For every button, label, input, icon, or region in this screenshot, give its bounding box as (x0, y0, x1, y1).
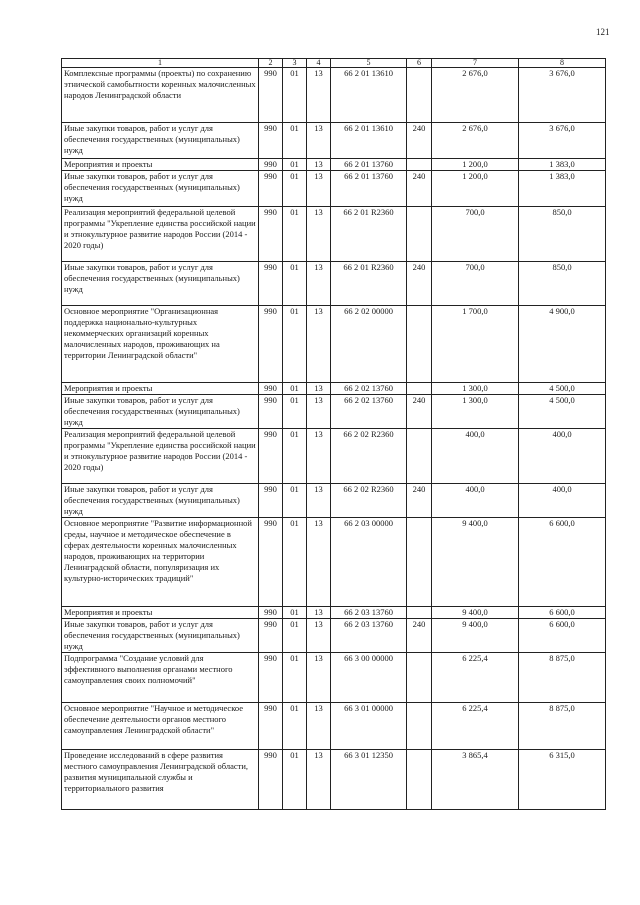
row-value-cell: 9 400,0 (432, 619, 519, 653)
row-value-cell: 01 (283, 123, 307, 159)
row-value-cell: 6 600,0 (519, 619, 606, 653)
row-value-cell: 2 676,0 (432, 68, 519, 123)
table-row (62, 703, 606, 750)
row-value-cell: 66 2 01 13610 (331, 123, 407, 159)
row-value-cell: 66 2 02 R2360 (331, 484, 407, 518)
row-value-cell: 66 2 01 R2360 (331, 207, 407, 262)
row-value-cell: 01 (283, 518, 307, 607)
row-value-cell: 990 (259, 653, 283, 703)
row-value-cell: 01 (283, 750, 307, 810)
column-header: 6 (407, 59, 432, 68)
row-value-cell (407, 159, 432, 171)
row-value-cell (407, 68, 432, 123)
row-value-cell: 6 600,0 (519, 518, 606, 607)
row-value-cell: 1 383,0 (519, 171, 606, 207)
row-value-cell: 13 (307, 207, 331, 262)
row-value-cell: 990 (259, 159, 283, 171)
table-row (62, 207, 606, 262)
row-value-cell: 66 2 03 13760 (331, 607, 407, 619)
row-value-cell: 13 (307, 607, 331, 619)
row-value-cell: 990 (259, 395, 283, 429)
row-value-cell: 400,0 (519, 484, 606, 518)
row-value-cell: 3 676,0 (519, 123, 606, 159)
table-row (62, 68, 606, 123)
row-value-cell: 01 (283, 159, 307, 171)
table-row (62, 429, 606, 484)
row-value-cell: 4 500,0 (519, 395, 606, 429)
row-value-cell (407, 207, 432, 262)
table-row (62, 607, 606, 619)
row-value-cell: 1 383,0 (519, 159, 606, 171)
row-value-cell: 01 (283, 262, 307, 306)
row-value-cell (407, 653, 432, 703)
row-value-cell: 13 (307, 429, 331, 484)
row-value-cell: 66 2 01 13760 (331, 159, 407, 171)
row-value-cell: 990 (259, 171, 283, 207)
row-value-cell: 1 300,0 (432, 395, 519, 429)
row-value-cell: 13 (307, 306, 331, 383)
row-value-cell: 66 2 03 13760 (331, 619, 407, 653)
row-value-cell: 990 (259, 518, 283, 607)
row-value-cell: 01 (283, 619, 307, 653)
row-value-cell: 240 (407, 484, 432, 518)
column-header: 3 (283, 59, 307, 68)
row-value-cell: 1 300,0 (432, 383, 519, 395)
row-value-cell: 990 (259, 207, 283, 262)
column-header: 8 (519, 59, 606, 68)
row-value-cell: 6 315,0 (519, 750, 606, 810)
row-value-cell: 990 (259, 383, 283, 395)
row-value-cell: 13 (307, 518, 331, 607)
row-value-cell: 01 (283, 207, 307, 262)
row-value-cell: 990 (259, 68, 283, 123)
row-value-cell: 1 200,0 (432, 159, 519, 171)
table-row (62, 306, 606, 383)
row-value-cell: 990 (259, 123, 283, 159)
row-value-cell: 01 (283, 171, 307, 207)
row-value-cell: 01 (283, 607, 307, 619)
row-value-cell: 13 (307, 68, 331, 123)
row-value-cell: 01 (283, 68, 307, 123)
row-name-cell: Проведение исследований в сфере развития местного самоуправления Ленинградской области, развития муниципальной службы и территориального развития (62, 750, 259, 810)
row-value-cell (407, 607, 432, 619)
row-value-cell: 3 676,0 (519, 68, 606, 123)
row-value-cell: 13 (307, 123, 331, 159)
row-value-cell (407, 750, 432, 810)
column-header: 7 (432, 59, 519, 68)
row-value-cell: 13 (307, 262, 331, 306)
row-value-cell: 01 (283, 653, 307, 703)
table-row (62, 484, 606, 518)
row-value-cell: 990 (259, 619, 283, 653)
row-value-cell: 13 (307, 703, 331, 750)
row-value-cell: 01 (283, 306, 307, 383)
row-value-cell: 6 600,0 (519, 607, 606, 619)
table-row (62, 262, 606, 306)
row-value-cell: 2 676,0 (432, 123, 519, 159)
table-row (62, 518, 606, 607)
row-value-cell: 66 2 02 R2360 (331, 429, 407, 484)
row-value-cell: 13 (307, 653, 331, 703)
table-row (62, 750, 606, 810)
row-value-cell: 9 400,0 (432, 607, 519, 619)
page-number: 121 (596, 27, 610, 37)
row-value-cell: 240 (407, 262, 432, 306)
row-name-cell: Основное мероприятие "Организационная поддержка национально-культурных некоммерческих организаций коренных малочисленных народов, проживающих на территории Ленинградской области" (62, 306, 259, 383)
row-value-cell: 01 (283, 703, 307, 750)
row-value-cell: 400,0 (432, 429, 519, 484)
row-value-cell: 400,0 (432, 484, 519, 518)
table-row (62, 159, 606, 171)
row-name-cell: Иные закупки товаров, работ и услуг для обеспечения государственных (муниципальных) нужд (62, 171, 259, 207)
row-name-cell: Иные закупки товаров, работ и услуг для обеспечения государственных (муниципальных) нужд (62, 484, 259, 518)
row-value-cell: 3 865,4 (432, 750, 519, 810)
row-value-cell: 400,0 (519, 429, 606, 484)
row-value-cell: 990 (259, 750, 283, 810)
table-row (62, 619, 606, 653)
row-value-cell: 01 (283, 395, 307, 429)
row-value-cell: 6 225,4 (432, 703, 519, 750)
row-value-cell: 850,0 (519, 207, 606, 262)
row-value-cell: 66 2 01 13760 (331, 171, 407, 207)
row-name-cell: Мероприятия и проекты (62, 607, 259, 619)
row-value-cell: 66 2 01 13610 (331, 68, 407, 123)
row-value-cell: 66 2 02 13760 (331, 395, 407, 429)
row-value-cell: 66 2 02 13760 (331, 383, 407, 395)
row-name-cell: Мероприятия и проекты (62, 159, 259, 171)
row-value-cell: 700,0 (432, 262, 519, 306)
row-value-cell: 13 (307, 619, 331, 653)
row-value-cell: 1 200,0 (432, 171, 519, 207)
row-name-cell: Комплексные программы (проекты) по сохранению этнической самобытности коренных малочисленных народов Ленинградской области (62, 68, 259, 123)
row-name-cell: Реализация мероприятий федеральной целевой программы "Укрепление единства российской нации и этнокультурное развитие народов России (2014 - 2020 годы) (62, 207, 259, 262)
row-value-cell: 13 (307, 171, 331, 207)
row-value-cell: 13 (307, 750, 331, 810)
row-value-cell: 4 900,0 (519, 306, 606, 383)
row-value-cell (407, 703, 432, 750)
table-row (62, 123, 606, 159)
row-value-cell (407, 429, 432, 484)
column-header: 1 (62, 59, 259, 68)
row-value-cell: 66 2 03 00000 (331, 518, 407, 607)
row-value-cell: 13 (307, 395, 331, 429)
row-name-cell: Иные закупки товаров, работ и услуг для обеспечения государственных (муниципальных) нужд (62, 123, 259, 159)
row-name-cell: Основное мероприятие "Научное и методическое обеспечение деятельности органов местного самоуправления Ленинградской области" (62, 703, 259, 750)
row-value-cell: 990 (259, 306, 283, 383)
row-value-cell: 990 (259, 607, 283, 619)
row-value-cell: 01 (283, 484, 307, 518)
row-name-cell: Мероприятия и проекты (62, 383, 259, 395)
row-value-cell: 4 500,0 (519, 383, 606, 395)
column-header: 2 (259, 59, 283, 68)
row-name-cell: Иные закупки товаров, работ и услуг для обеспечения государственных (муниципальных) нужд (62, 395, 259, 429)
row-value-cell: 66 2 02 00000 (331, 306, 407, 383)
row-value-cell: 66 3 01 00000 (331, 703, 407, 750)
row-name-cell: Основное мероприятие "Развитие информационной среды, научное и методическое обеспечение в сферах деятельности коренных малочисленных народов, проживающих на территории Ленинградской области, популяризация их культурно-исторических традиций" (62, 518, 259, 607)
row-value-cell (407, 518, 432, 607)
row-value-cell: 01 (283, 429, 307, 484)
row-value-cell: 1 700,0 (432, 306, 519, 383)
row-value-cell: 13 (307, 484, 331, 518)
row-value-cell: 240 (407, 395, 432, 429)
budget-table (61, 58, 606, 810)
column-header: 5 (331, 59, 407, 68)
row-value-cell: 13 (307, 159, 331, 171)
row-name-cell: Иные закупки товаров, работ и услуг для обеспечения государственных (муниципальных) нужд (62, 619, 259, 653)
row-value-cell: 13 (307, 383, 331, 395)
row-value-cell: 240 (407, 123, 432, 159)
row-value-cell: 850,0 (519, 262, 606, 306)
table-row (62, 653, 606, 703)
row-value-cell: 990 (259, 429, 283, 484)
row-name-cell: Подпрограмма "Создание условий для эффективного выполнения органами местного самоуправления своих полномочий" (62, 653, 259, 703)
row-value-cell: 990 (259, 262, 283, 306)
table-row (62, 383, 606, 395)
row-value-cell: 8 875,0 (519, 703, 606, 750)
row-value-cell: 700,0 (432, 207, 519, 262)
row-value-cell: 990 (259, 703, 283, 750)
row-value-cell: 6 225,4 (432, 653, 519, 703)
row-value-cell: 990 (259, 484, 283, 518)
row-value-cell: 66 3 01 12350 (331, 750, 407, 810)
row-name-cell: Иные закупки товаров, работ и услуг для обеспечения государственных (муниципальных) нужд (62, 262, 259, 306)
table-row (62, 395, 606, 429)
row-value-cell (407, 383, 432, 395)
header-row (62, 59, 606, 68)
row-name-cell: Реализация мероприятий федеральной целевой программы "Укрепление единства российской нации и этнокультурное развитие народов России (2014 - 2020 годы) (62, 429, 259, 484)
row-value-cell (407, 306, 432, 383)
row-value-cell: 240 (407, 171, 432, 207)
table-row (62, 171, 606, 207)
row-value-cell: 66 3 00 00000 (331, 653, 407, 703)
row-value-cell: 01 (283, 383, 307, 395)
row-value-cell: 66 2 01 R2360 (331, 262, 407, 306)
row-value-cell: 240 (407, 619, 432, 653)
row-value-cell: 8 875,0 (519, 653, 606, 703)
row-value-cell: 9 400,0 (432, 518, 519, 607)
column-header: 4 (307, 59, 331, 68)
